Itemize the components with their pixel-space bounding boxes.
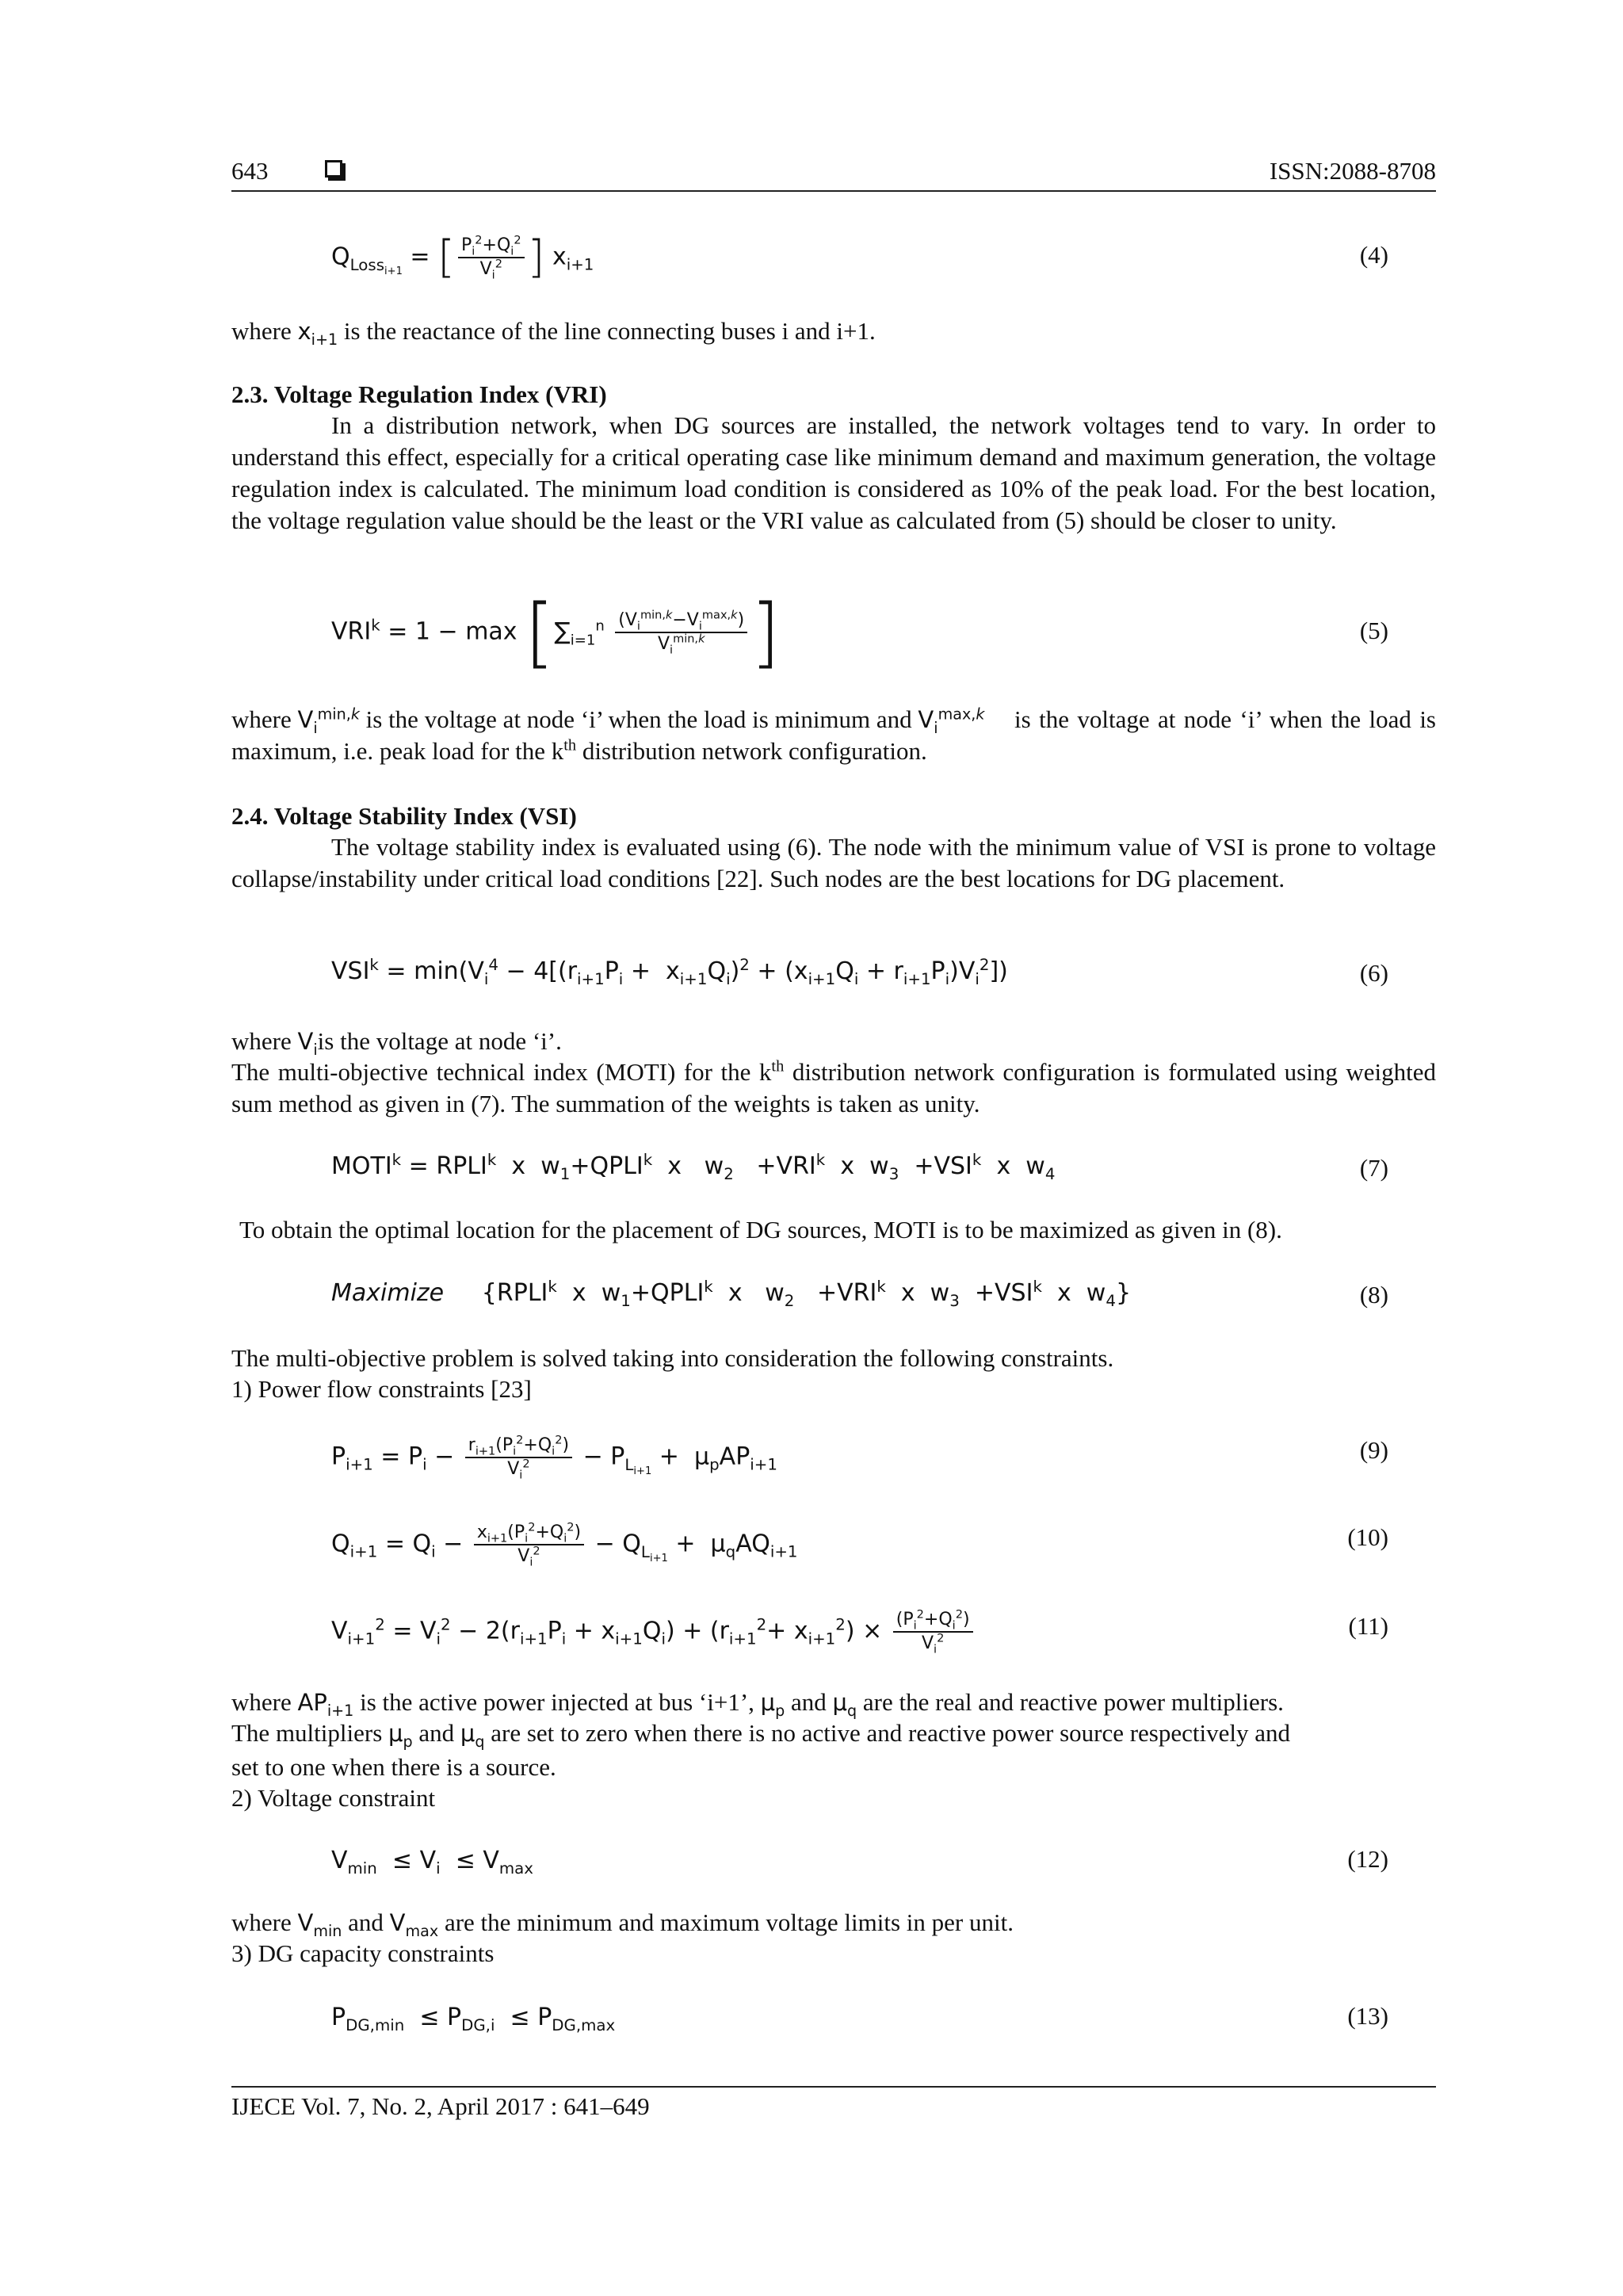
page-number: 643: [231, 157, 269, 185]
equation-10: $Q_{i+1} = Q_i$ − $\frac{x_{i+1}(P_i^2+Q_i^2)}{V_i^2}$ − $Q_{L_{i+1}} + \mu_qAQ_{i+1}$: [331, 1521, 798, 1569]
section-2-3-heading: 2.3. Voltage Regulation Index (VRI): [231, 380, 607, 408]
constraints-intro: The multi-objective problem is solved taking into consideration the following constraints.: [231, 1344, 1114, 1372]
equation-5: $VRI^k = 1 - \max [\sum_{i=1}^n$ $\frac{(V_i^{min,k}-V_i^{max,k})}{V_i^{min,k}}$ ]: [331, 588, 781, 677]
equation-9: $P_{i+1} = P_i$ − $\frac{r_{i+1}(P_i^2+Q_i^2)}{V_i^2}$ − $P_{L_{i+1}} + \mu_pAP_{i+1}$: [331, 1434, 777, 1482]
equation-10-number: (10): [1347, 1523, 1388, 1551]
constraint-2-label: 2) Voltage constraint: [231, 1784, 436, 1812]
equation-6: $VSI^k = \min(V_i^4 - 4[(r_{i+1}P_i + x_{i+1}Q_i)^2 + (x_{i+1}Q_i + r_{i+1}P_i)V_i^2])$: [331, 956, 1008, 988]
eq4-where-text: where $x_{i+1}$ is the reactance of the line connecting buses i and i+1.: [231, 317, 876, 349]
eq11-where-text-2: The multipliers $\mu_p$ and $\mu_q$ are set to zero when there is no active and reactive power source respectively and: [231, 1719, 1290, 1751]
section-2-3-paragraph: In a distribution network, when DG sources are installed, the network voltages tend to vary. In order to understand this effect, especially for a critical operating case like minimum demand and maximum generation, the voltage regulation index is calculated. The minimum load condition is considered as 10% of the peak load. For the best location, the voltage regulation value should be the least or the VRI value as calculated from (5) should be closer to unity.: [231, 411, 1436, 534]
eq6-where-text: where $V_iis$ the voltage at node ‘i’.: [231, 1027, 562, 1059]
header-rule: [231, 190, 1436, 192]
equation-12-number: (12): [1347, 1845, 1388, 1873]
section-2-4-paragraph: The voltage stability index is evaluated using (6). The node with the minimum value of VSI is prone to voltage collapse/instability under critical load conditions [22]. Such nodes are the best locations for DG placement.: [231, 833, 1436, 892]
issn: ISSN:2088-8708: [1269, 157, 1436, 185]
obtain-text: To obtain the optimal location for the placement of DG sources, MOTI is to be maximized as given in (8).: [239, 1216, 1282, 1244]
equation-4-number: (4): [1359, 241, 1388, 269]
constraint-1-label: 1) Power flow constraints [23]: [231, 1375, 532, 1403]
equation-4: $Q_{Loss_{i+1}}$ = [ $\frac{P_i^2+Q_i^2}{V_i^2}$ ] $x_{i+1}$: [331, 231, 594, 283]
square-bullet-icon: [325, 160, 342, 178]
section-2-4-heading: 2.4. Voltage Stability Index (VSI): [231, 802, 577, 830]
equation-9-number: (9): [1359, 1436, 1388, 1464]
footer-rule: [231, 2086, 1436, 2088]
equation-5-number: (5): [1359, 617, 1388, 644]
equation-11-number: (11): [1348, 1612, 1388, 1640]
eq11-where-text-3: set to one when there is a source.: [231, 1753, 556, 1781]
footer-citation: IJECE Vol. 7, No. 2, April 2017 : 641–649: [231, 2092, 650, 2120]
equation-7: $MOTI^k$ = $RPLI^k$ x $w_1+QPLI^k$ x $w_2 +VRI^k$ x $w_3 +VSI^k$ x $w_4$: [331, 1151, 1056, 1183]
eq12-where-text: where $V_{min}$ and $V_{max}$ are the minimum and maximum voltage limits in per unit.: [231, 1908, 1014, 1940]
equation-11: $V_{i+1}^2 = V_i^2 - 2(r_{i+1}P_i + x_{i+1}Q_i) + (r_{i+1}^2+ x_{i+1}^2)$ × $\frac{(P_i^2+Q_i^2)}{V_i^2}$: [331, 1609, 976, 1655]
equation-8: Maximize {RPLI$^k$ x $w_1+QPLI^k$ x $w_2 +VRI^k$ x $w_3 +VSI^k$ x $w_4$}: [331, 1278, 1132, 1310]
eq11-where-text: where $AP_{i+1}$ is the active power injected at bus ‘i+1’, $\mu_p$ and $\mu_q$ are the real and reactive power multipliers.: [231, 1688, 1284, 1720]
equation-13-number: (13): [1347, 2002, 1388, 2030]
equation-8-number: (8): [1359, 1281, 1388, 1308]
constraint-3-label: 3) DG capacity constraints: [231, 1939, 495, 1967]
equation-7-number: (7): [1359, 1154, 1388, 1182]
eq5-where-line1: where $V_i^{min,k}$ is the voltage at node ‘i’ when the load is minimum and $V_i^{max,k}$: [231, 705, 985, 737]
equation-12: $V_{min} \le V_i \le V_{max}$: [331, 1847, 534, 1878]
moti-paragraph: The multi-objective technical index (MOTI) for the $k^{th}$ distribution network configuration is formulated using weighted sum method as given in (7). The summation of the weights is taken as unity.: [231, 1057, 1436, 1117]
equation-13: $P_{DG,min} \le P_{DG,i} \le P_{DG,max}$: [331, 2004, 616, 2034]
equation-6-number: (6): [1359, 959, 1388, 987]
eq5-where-text: is the voltage at node ‘i’ when the load is maximum, i.e. peak load for the $k^{th}$ distribution network configuration.: [231, 705, 1436, 765]
